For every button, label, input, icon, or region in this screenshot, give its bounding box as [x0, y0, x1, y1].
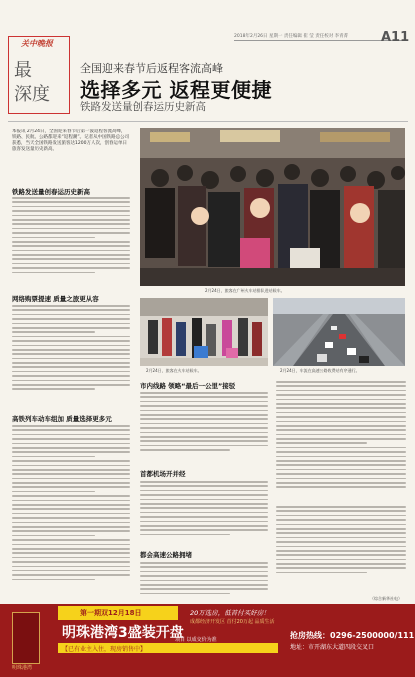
- article-text: [12, 305, 130, 401]
- article-text: [140, 562, 268, 602]
- section-heading: 都会高速公路拥堵: [140, 551, 192, 559]
- section-heading: 高铁列车动车组加 质量选择更多元: [12, 415, 112, 423]
- ad-headline: 明珠港湾3盛装开盘: [62, 625, 184, 641]
- section-heading: 首都机场开并经: [140, 470, 186, 478]
- newspaper-logo: 关中晚报: [21, 39, 53, 48]
- article-text: [12, 197, 130, 285]
- main-headline: 选择多元 返程更便捷: [80, 78, 272, 102]
- ad-slogan-2: 成都经济开发区 首付20万起 品质生活: [190, 619, 275, 625]
- ad-note: 项目 以成交价为准: [175, 637, 217, 643]
- sub-headline: 铁路发送量创春运历史新高: [80, 101, 206, 113]
- page-meta: 2018年2月26日 星期一 责任编辑 崔 莹 责任校对 李青菁: [234, 34, 349, 39]
- section-heading: 铁路发送量创春运历史新高: [12, 188, 90, 196]
- ad-emblem: [12, 612, 40, 664]
- page-number: A11: [381, 30, 410, 45]
- ad-slogan: 20万选房，低首付买好房！: [190, 609, 270, 617]
- main-photo: [140, 128, 405, 286]
- ad-phone: 抢房热线：0296-2500000/111: [290, 631, 415, 640]
- article-text: [276, 506, 406, 594]
- article-text: [276, 381, 406, 501]
- lede-paragraph: 本报讯 2月24日，全国迎来春节后第一波返程客流高峰，铁路、民航、公路都迎来“返程潮”。记者从中国铁路总公司获悉，当天全国铁路发送旅客达1200万人次，创春运单日旅客发送量历史新高。: [12, 129, 130, 152]
- photo-caption: 2月24日，旅客在火车站候车。: [146, 368, 202, 373]
- ad-address: 地址：市开湖东大道四段交叉口: [290, 644, 375, 651]
- ad-bar-text: 【已有业主入住，现房销售中】: [62, 646, 147, 653]
- article-text: [12, 425, 130, 600]
- section-heading: 网络购票提速 质量之旅更从容: [12, 295, 99, 303]
- column-label: 最: [14, 60, 32, 81]
- highway-photo: [273, 298, 405, 366]
- divider: [8, 121, 408, 122]
- station-photo: [140, 298, 268, 366]
- ad-tag: 第一期双12月18日: [80, 609, 142, 617]
- article-text: [140, 481, 268, 543]
- section-heading: 市内线路 领略“最后一公里”接驳: [140, 382, 236, 390]
- photo-caption: 2月24日，旅客在广州火车站排队进站候车。: [205, 288, 285, 293]
- article-credit: （综合新华社电）: [370, 596, 402, 601]
- article-text: [140, 392, 268, 458]
- column-label-2: 深度: [14, 84, 50, 105]
- photo-caption: 2月24日，车流在高速公路收费站有序通行。: [280, 368, 360, 373]
- ad-logo: 明珠港湾: [12, 665, 33, 671]
- kicker-headline: 全国迎来春节后返程客流高峰: [80, 62, 223, 75]
